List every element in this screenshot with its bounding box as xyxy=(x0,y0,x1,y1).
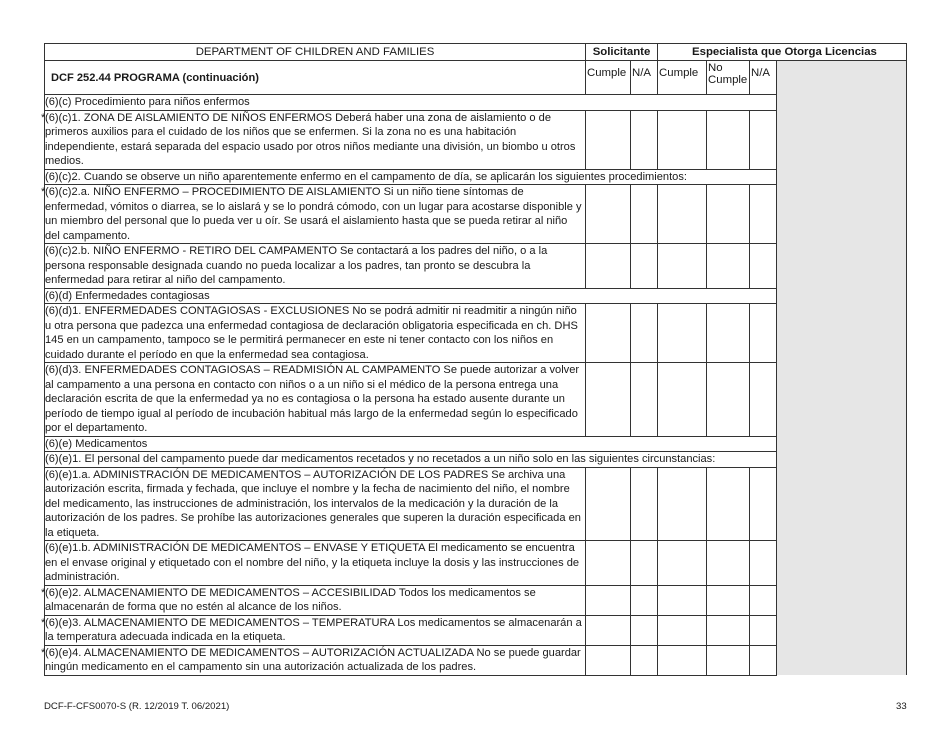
shaded-column xyxy=(777,541,907,586)
requirement-row xyxy=(45,304,907,363)
requirement-label: (6)(e)4. ALMACENAMIENTO DE MEDICAMENTOS – AUTORIZACIÓN ACTUALIZADA No se puede guardar ningún medicamento en el campamento sin una autorización actualizada de los padres. xyxy=(45,646,581,673)
shaded-column xyxy=(777,585,907,615)
na-solicitante-box[interactable] xyxy=(631,363,658,437)
requirement-label: (6)(e)3. ALMACENAMIENTO DE MEDICAMENTOS – TEMPERATURA Los medicamentos se almacenarán a la temperatura adecuada indicada en la etiqueta. xyxy=(45,616,582,643)
no-cumple-box[interactable] xyxy=(707,110,750,169)
requirement-label: (6)(c)2.a. NIÑO ENFERMO – PROCEDIMIENTO DE AISLAMIENTO Si un niño tiene síntomas de enfermedad, vómitos o diarrea, se lo aislará y se lo pondrá cómodo, con un lugar para acostarse disponible y un miembro del personal que lo pueda ver u oír. Se usará el aislamiento hasta que se pueda retirar al niño del campamento. xyxy=(45,186,582,242)
shaded-column xyxy=(777,61,907,95)
requirement-label: (6)(e)1.a. ADMINISTRACIÓN DE MEDICAMENTOS – AUTORIZACIÓN DE LOS PADRES Se archiva una autorización escrita, firmada y fechada, que incluye el nombre y la fecha de nacimiento del niño, el nombre del medicamento, las instrucciones de administración, los intervalos de la medicación y la duración de la autorización de los padres. Se prohíbe las autorizaciones generales que superen la duración especificada en la etiqueta. xyxy=(45,468,581,539)
cumple-especialista-box[interactable] xyxy=(658,363,707,437)
no-cumple-box[interactable] xyxy=(707,363,750,437)
na-solicitante-box[interactable] xyxy=(631,185,658,244)
requirement-text xyxy=(45,169,777,185)
na-especialista-box[interactable] xyxy=(750,467,777,541)
requirement-label: (6)(c)1. ZONA DE AISLAMIENTO DE NIÑOS ENFERMOS Deberá haber una zona de aislamiento o de primeros auxilios para el cuidado de los niños que se enfermen. Si la zona no es una habitación independiente, estará separada del espacio usado por otros niños mediante una división, un biombo u otros medios. xyxy=(45,111,576,167)
requirement-label: (6)(e) Medicamentos xyxy=(45,437,148,450)
requirement-text xyxy=(45,452,777,468)
requirement-row xyxy=(45,363,907,437)
requirement-text xyxy=(45,288,777,304)
cumple-especialista-box[interactable] xyxy=(658,541,707,586)
requirement-row xyxy=(45,95,907,111)
na-solicitante-box[interactable] xyxy=(631,304,658,363)
col-cumple-especialista: Cumple xyxy=(658,61,707,95)
requirement-text xyxy=(45,467,586,541)
cumple-solicitante-box[interactable] xyxy=(586,615,631,645)
na-solicitante-box[interactable] xyxy=(631,585,658,615)
cumple-especialista-box[interactable] xyxy=(658,645,707,675)
requirement-text: *(6)(e)3. ALMACENAMIENTO DE MEDICAMENTOS – TEMPERATURA Los medicamentos se almacenarán a la temperatura adecuada indicada en la etiqueta. xyxy=(45,615,586,645)
form-number: DCF-F-CFS0070-S (R. 12/2019 T. 06/2021) xyxy=(44,701,230,712)
requirement-label: (6)(c) Procedimiento para niños enfermos xyxy=(45,96,250,108)
shaded-column xyxy=(777,95,907,111)
department-title: DEPARTMENT OF CHILDREN AND FAMILIES xyxy=(45,44,586,61)
col-na-especialista: N/A xyxy=(750,61,777,95)
na-solicitante-box[interactable] xyxy=(631,541,658,586)
requirement-label: (6)(e)1.b. ADMINISTRACIÓN DE MEDICAMENTOS – ENVASE Y ETIQUETA El medicamento se encuentra en el envase original y etiquetado con el nombre del niño, y la etiqueta incluye la dosis y las instrucciones de administración. xyxy=(45,542,580,583)
subheader-row xyxy=(45,61,907,95)
requirement-row xyxy=(45,169,907,185)
requirement-row xyxy=(45,185,907,244)
cumple-solicitante-box[interactable] xyxy=(586,585,631,615)
cumple-solicitante-box[interactable] xyxy=(586,304,631,363)
shaded-column xyxy=(777,304,907,363)
shaded-column xyxy=(777,615,907,645)
especialista-header: Especialista que Otorga Licencias xyxy=(658,44,907,61)
requirement-label: (6)(c)2.b. NIÑO ENFERMO - RETIRO DEL CAMPAMENTO Se contactará a los padres del niño, o a la persona responsable designada cuando no pueda localizar a los padres, tan pronto se descubra la enfermedad para retirar al niño del campamento. xyxy=(45,245,548,286)
na-especialista-box[interactable] xyxy=(750,244,777,289)
requirement-row xyxy=(45,615,907,645)
shaded-column xyxy=(777,288,907,304)
no-cumple-box[interactable] xyxy=(707,615,750,645)
no-cumple-box[interactable] xyxy=(707,645,750,675)
shaded-column xyxy=(777,363,907,437)
requirement-text: *(6)(e)4. ALMACENAMIENTO DE MEDICAMENTOS – AUTORIZACIÓN ACTUALIZADA No se puede guardar ningún medicamento en el campamento sin una autorización actualizada de los padres. xyxy=(45,645,586,675)
requirement-row xyxy=(45,467,907,541)
na-especialista-box[interactable] xyxy=(750,185,777,244)
cumple-especialista-box[interactable] xyxy=(658,110,707,169)
program-title: DCF 252.44 PROGRAMA (continuación) xyxy=(45,61,586,95)
solicitante-header: Solicitante xyxy=(586,44,658,61)
requirement-label: (6)(c)2. Cuando se observe un niño aparentemente enfermo en el campamento de día, se aplicarán los siguientes procedimientos: xyxy=(45,170,687,183)
requirement-text: *(6)(e)2. ALMACENAMIENTO DE MEDICAMENTOS – ACCESIBILIDAD Todos los medicamentos se almacenarán de forma que no estén al alcance de los niños. xyxy=(45,585,586,615)
requirement-text xyxy=(45,363,586,437)
cumple-solicitante-box[interactable] xyxy=(586,185,631,244)
shaded-column xyxy=(777,169,907,185)
cumple-solicitante-box[interactable] xyxy=(586,645,631,675)
cumple-solicitante-box[interactable] xyxy=(586,467,631,541)
shaded-column xyxy=(777,467,907,541)
na-solicitante-box[interactable] xyxy=(631,467,658,541)
requirement-text xyxy=(45,436,777,452)
no-cumple-box[interactable] xyxy=(707,244,750,289)
requirement-row xyxy=(45,110,907,169)
no-cumple-box[interactable] xyxy=(707,304,750,363)
cumple-solicitante-box[interactable] xyxy=(586,363,631,437)
requirement-row xyxy=(45,436,907,452)
shaded-column xyxy=(777,452,907,468)
cumple-solicitante-box[interactable] xyxy=(586,244,631,289)
cumple-especialista-box[interactable] xyxy=(658,585,707,615)
requirement-row xyxy=(45,585,907,615)
requirements-table xyxy=(41,43,907,676)
requirement-label: (6)(d)3. ENFERMEDADES CONTAGIOSAS – READMISIÓN AL CAMPAMENTO Se puede autorizar a volver al campamento a una persona en contacto con niños o a un niño si el médico de la persona entrega una declaración escrita de que la enfermedad ya no es contagiosa o la persona ha estado ausente durante un período de tiempo igual al período de incubación habitual más largo de la enfermedad según lo especificado por el departamento. xyxy=(45,364,580,434)
na-especialista-box[interactable] xyxy=(750,615,777,645)
requirement-label: (6)(e)1. El personal del campamento puede dar medicamentos recetados y no recetados a un niño solo en las siguientes circunstancias: xyxy=(45,453,716,465)
shaded-column xyxy=(777,645,907,675)
requirement-row xyxy=(45,541,907,586)
cumple-solicitante-box[interactable] xyxy=(586,541,631,586)
col-no-cumple: No Cumple xyxy=(707,61,750,95)
na-especialista-box[interactable] xyxy=(750,363,777,437)
shaded-column xyxy=(777,110,907,169)
requirement-text xyxy=(45,95,777,111)
requirement-label: (6)(e)2. ALMACENAMIENTO DE MEDICAMENTOS – ACCESIBILIDAD Todos los medicamentos se almacenarán de forma que no estén al alcance de los niños. xyxy=(45,586,536,613)
cumple-especialista-box[interactable] xyxy=(658,467,707,541)
shaded-column xyxy=(777,436,907,452)
cumple-especialista-box[interactable] xyxy=(658,185,707,244)
requirement-text: *(6)(c)2.a. NIÑO ENFERMO – PROCEDIMIENTO DE AISLAMIENTO Si un niño tiene síntomas de enfermedad, vómitos o diarrea, se lo aislará y se lo pondrá cómodo, con un lugar para acostarse disponible y un miembro del personal que lo pueda ver u oír. Se usará el aislamiento hasta que se pueda retirar al niño del campamento. xyxy=(45,185,586,244)
cumple-especialista-box[interactable] xyxy=(658,615,707,645)
col-cumple-solicitante: Cumple xyxy=(586,61,631,95)
header-row xyxy=(45,44,907,61)
na-solicitante-box[interactable] xyxy=(631,615,658,645)
requirement-text: *(6)(c)1. ZONA DE AISLAMIENTO DE NIÑOS ENFERMOS Deberá haber una zona de aislamiento o de primeros auxilios para el cuidado de los niños que se enfermen. Si la zona no es una habitación independiente, estará separada del espacio usado por otros niños mediante una división, un biombo u otros medios. xyxy=(45,110,586,169)
requirement-label: (6)(d) Enfermedades contagiosas xyxy=(45,289,210,302)
cumple-solicitante-box[interactable] xyxy=(586,110,631,169)
no-cumple-box[interactable] xyxy=(707,467,750,541)
requirement-row xyxy=(45,244,907,289)
requirement-text xyxy=(45,541,586,586)
na-especialista-box[interactable] xyxy=(750,110,777,169)
na-especialista-box[interactable] xyxy=(750,304,777,363)
cumple-especialista-box[interactable] xyxy=(658,244,707,289)
shaded-column xyxy=(777,185,907,244)
page-number: 33 xyxy=(896,701,907,712)
requirement-row xyxy=(45,452,907,468)
requirement-label: (6)(d)1. ENFERMEDADES CONTAGIOSAS - EXCLUSIONES No se podrá admitir ni readmitir a ningún niño u otra persona que padezca una enfermedad contagiosa de declaración obligatoria especificada en ch. DHS 145 en un campamento, tampoco se le permitirá permanecer en este ni tener contacto con los niños en cuidado durante el período en que la enfermedad sea contagiosa. xyxy=(45,305,578,361)
no-cumple-box[interactable] xyxy=(707,185,750,244)
col-na-solicitante: N/A xyxy=(631,61,658,95)
na-especialista-box[interactable] xyxy=(750,645,777,675)
na-solicitante-box[interactable] xyxy=(631,244,658,289)
cumple-especialista-box[interactable] xyxy=(658,304,707,363)
na-especialista-box[interactable] xyxy=(750,585,777,615)
requirement-row xyxy=(45,645,907,675)
na-especialista-box[interactable] xyxy=(750,541,777,586)
shaded-column xyxy=(777,244,907,289)
requirement-row xyxy=(45,288,907,304)
na-solicitante-box[interactable] xyxy=(631,645,658,675)
requirement-rows xyxy=(41,95,907,676)
na-solicitante-box[interactable] xyxy=(631,110,658,169)
requirement-text xyxy=(45,244,586,289)
no-cumple-box[interactable] xyxy=(707,585,750,615)
requirement-text xyxy=(45,304,586,363)
no-cumple-box[interactable] xyxy=(707,541,750,586)
